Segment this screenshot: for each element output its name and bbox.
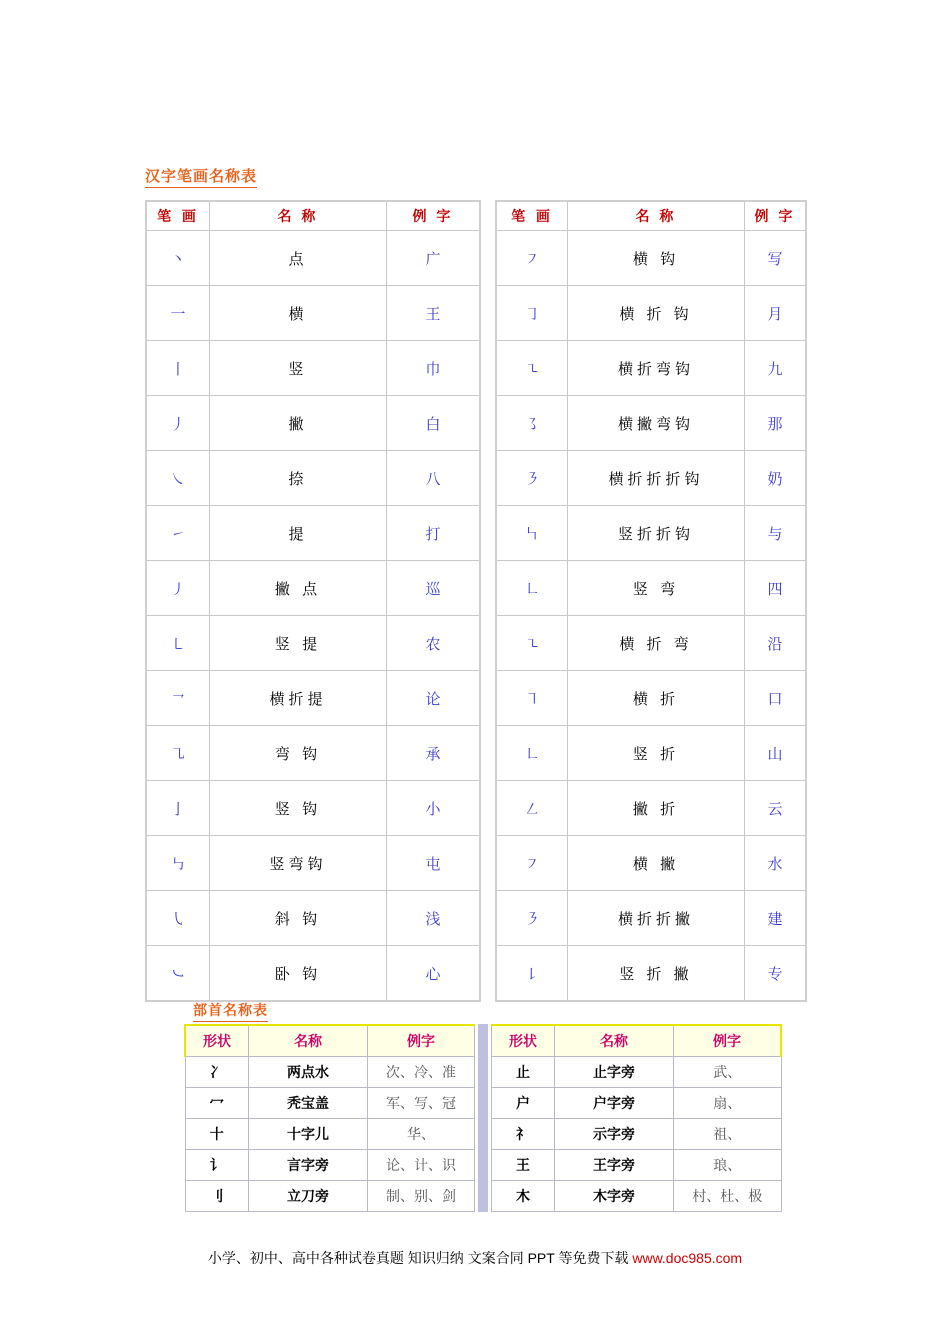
- stroke-shape: 丶: [146, 231, 210, 286]
- radical-example: 军、写、冠: [368, 1088, 475, 1119]
- stroke-example: 巡: [387, 561, 481, 616]
- stroke-example: 写: [745, 231, 807, 286]
- table-row: [496, 781, 806, 836]
- stroke-name: 竖 弯: [568, 561, 745, 616]
- stroke-shape: 一: [146, 286, 210, 341]
- stroke-example: 那: [745, 396, 807, 451]
- table-row: [146, 451, 480, 506]
- radical-example: 村、杜、极: [674, 1181, 782, 1212]
- table-row: [185, 1181, 475, 1212]
- header-name: 名称: [555, 1025, 674, 1057]
- page-title-stroke-table: 汉字笔画名称表: [145, 165, 257, 188]
- stroke-example: 月: [745, 286, 807, 341]
- radical-example: 祖、: [674, 1119, 782, 1150]
- stroke-example: 农: [387, 616, 481, 671]
- table-row: [185, 1150, 475, 1181]
- table-row: [496, 506, 806, 561]
- stroke-shape: ㇂: [146, 891, 210, 946]
- radical-shape: 冫: [185, 1057, 249, 1088]
- stroke-shape: ㇋: [496, 891, 568, 946]
- table-row: [496, 286, 806, 341]
- radical-name: 止字旁: [555, 1057, 674, 1088]
- table-row: [146, 836, 480, 891]
- footer-text: 小学、初中、高中各种试卷真题 知识归纳 文案合同 PPT 等免费下载: [207, 1250, 629, 1266]
- table-row: [496, 671, 806, 726]
- table-row: [496, 451, 806, 506]
- table-row: [496, 891, 806, 946]
- radical-table-right: [491, 1024, 782, 1212]
- stroke-name: 竖 折: [568, 726, 745, 781]
- stroke-name: 横 折 钩: [568, 286, 745, 341]
- radical-shape: 王: [492, 1150, 555, 1181]
- stroke-shape: ㇆: [496, 286, 568, 341]
- table-divider: [478, 1024, 488, 1212]
- header-name: 名 称: [210, 201, 387, 231]
- stroke-table-right: [495, 200, 807, 1002]
- stroke-name: 点: [210, 231, 387, 286]
- table-row: [185, 1119, 475, 1150]
- radical-shape: 木: [492, 1181, 555, 1212]
- radical-name: 言字旁: [249, 1150, 368, 1181]
- table-row: [496, 396, 806, 451]
- stroke-shape: ㇖: [146, 671, 210, 726]
- stroke-name: 横折提: [210, 671, 387, 726]
- stroke-example: 建: [745, 891, 807, 946]
- stroke-shape: ㇃: [146, 946, 210, 1002]
- radical-name: 王字旁: [555, 1150, 674, 1181]
- header-shape: 形状: [185, 1025, 249, 1057]
- stroke-shape: ㇀: [146, 506, 210, 561]
- footer-url[interactable]: www.doc985.com: [632, 1250, 743, 1266]
- stroke-example: 奶: [745, 451, 807, 506]
- stroke-tables-container: [145, 200, 807, 1002]
- stroke-shape: ㇙: [496, 946, 568, 1002]
- table-row: [146, 726, 480, 781]
- stroke-example: 水: [745, 836, 807, 891]
- radical-name: 立刀旁: [249, 1181, 368, 1212]
- radical-example: 华、: [368, 1119, 475, 1150]
- stroke-name: 卧 钩: [210, 946, 387, 1002]
- header-shape: 笔 画: [496, 201, 568, 231]
- table-header-row: [185, 1025, 475, 1057]
- table-row: [146, 616, 480, 671]
- stroke-shape: 丿: [146, 396, 210, 451]
- table-row: [492, 1181, 782, 1212]
- stroke-name: 横 撇: [568, 836, 745, 891]
- stroke-example: 专: [745, 946, 807, 1002]
- stroke-example: 广: [387, 231, 481, 286]
- table-row: [496, 341, 806, 396]
- stroke-shape: ㇞: [496, 506, 568, 561]
- table-row: [146, 561, 480, 616]
- stroke-example: 沿: [745, 616, 807, 671]
- radical-example: 制、别、剑: [368, 1181, 475, 1212]
- stroke-name: 斜 钩: [210, 891, 387, 946]
- radical-name: 木字旁: [555, 1181, 674, 1212]
- table-row: [185, 1057, 475, 1088]
- table-row: [146, 396, 480, 451]
- stroke-name: 横折弯钩: [568, 341, 745, 396]
- stroke-name: 竖: [210, 341, 387, 396]
- page-title-radical-table: 部首名称表: [193, 1000, 268, 1022]
- radical-name: 户字旁: [555, 1088, 674, 1119]
- stroke-example: 承: [387, 726, 481, 781]
- radical-example: 论、计、识: [368, 1150, 475, 1181]
- stroke-example: 四: [745, 561, 807, 616]
- header-example: 例 字: [745, 201, 807, 231]
- stroke-name: 提: [210, 506, 387, 561]
- table-row: [492, 1088, 782, 1119]
- stroke-name: 弯 钩: [210, 726, 387, 781]
- stroke-shape: ㇓: [146, 561, 210, 616]
- table-row: [492, 1057, 782, 1088]
- radical-shape: 礻: [492, 1119, 555, 1150]
- stroke-example: 巾: [387, 341, 481, 396]
- radical-name: 示字旁: [555, 1119, 674, 1150]
- radical-example: 扇、: [674, 1088, 782, 1119]
- stroke-example: 论: [387, 671, 481, 726]
- radical-name: 秃宝盖: [249, 1088, 368, 1119]
- stroke-shape: ㇇: [496, 836, 568, 891]
- table-row: [146, 781, 480, 836]
- stroke-name: 横 折: [568, 671, 745, 726]
- stroke-shape: ㇍: [496, 341, 568, 396]
- table-row: [496, 726, 806, 781]
- table-row: [496, 836, 806, 891]
- table-row: [146, 231, 480, 286]
- stroke-shape: ㇇: [496, 231, 568, 286]
- stroke-shape: ㇈: [146, 726, 210, 781]
- stroke-shape: ㇜: [496, 781, 568, 836]
- stroke-name: 撇 点: [210, 561, 387, 616]
- radical-shape: 户: [492, 1088, 555, 1119]
- table-row: [146, 891, 480, 946]
- radical-table-left: [184, 1024, 475, 1212]
- stroke-shape: ㇏: [146, 451, 210, 506]
- stroke-table-left: [145, 200, 481, 1002]
- radical-tables-container: [184, 1024, 782, 1212]
- stroke-name: 横: [210, 286, 387, 341]
- stroke-example: 心: [387, 946, 481, 1002]
- table-row: [146, 671, 480, 726]
- radical-example: 武、: [674, 1057, 782, 1088]
- stroke-example: 八: [387, 451, 481, 506]
- stroke-name: 撇 折: [568, 781, 745, 836]
- stroke-name: 竖 提: [210, 616, 387, 671]
- radical-shape: 止: [492, 1057, 555, 1088]
- header-name: 名 称: [568, 201, 745, 231]
- header-example: 例 字: [387, 201, 481, 231]
- stroke-name: 撇: [210, 396, 387, 451]
- stroke-shape: 亅: [146, 781, 210, 836]
- stroke-shape: ㇄: [146, 616, 210, 671]
- stroke-name: 捺: [210, 451, 387, 506]
- table-row: [496, 946, 806, 1002]
- header-shape: 笔 画: [146, 201, 210, 231]
- stroke-example: 云: [745, 781, 807, 836]
- stroke-shape: ㇍: [496, 616, 568, 671]
- table-row: [496, 231, 806, 286]
- table-row: [146, 946, 480, 1002]
- radical-example: 次、冷、准: [368, 1057, 475, 1088]
- stroke-shape: ㇌: [496, 396, 568, 451]
- radical-shape: 冖: [185, 1088, 249, 1119]
- radical-name: 两点水: [249, 1057, 368, 1088]
- stroke-name: 竖弯钩: [210, 836, 387, 891]
- table-row: [185, 1088, 475, 1119]
- radical-shape: 刂: [185, 1181, 249, 1212]
- radical-shape: 讠: [185, 1150, 249, 1181]
- table-row: [146, 341, 480, 396]
- stroke-example: 九: [745, 341, 807, 396]
- stroke-shape: 丨: [146, 341, 210, 396]
- stroke-example: 打: [387, 506, 481, 561]
- table-row: [492, 1119, 782, 1150]
- stroke-shape: ㇗: [496, 726, 568, 781]
- stroke-example: 浅: [387, 891, 481, 946]
- header-example: 例字: [368, 1025, 475, 1057]
- radical-shape: 十: [185, 1119, 249, 1150]
- stroke-name: 竖 折 撇: [568, 946, 745, 1002]
- stroke-name: 横 折 弯: [568, 616, 745, 671]
- stroke-example: 口: [745, 671, 807, 726]
- radical-name: 十字儿: [249, 1119, 368, 1150]
- stroke-shape: ㇉: [146, 836, 210, 891]
- radical-example: 琅、: [674, 1150, 782, 1181]
- stroke-example: 与: [745, 506, 807, 561]
- table-row: [496, 561, 806, 616]
- header-shape: 形状: [492, 1025, 555, 1057]
- stroke-name: 横折折撇: [568, 891, 745, 946]
- stroke-example: 山: [745, 726, 807, 781]
- header-name: 名称: [249, 1025, 368, 1057]
- stroke-shape: ㇗: [496, 561, 568, 616]
- stroke-shape: ㇕: [496, 671, 568, 726]
- table-header-row: [492, 1025, 782, 1057]
- stroke-example: 白: [387, 396, 481, 451]
- table-row: [146, 286, 480, 341]
- stroke-example: 王: [387, 286, 481, 341]
- stroke-example: 屯: [387, 836, 481, 891]
- stroke-name: 横折折折钩: [568, 451, 745, 506]
- stroke-name: 横撇弯钩: [568, 396, 745, 451]
- stroke-name: 竖折折钩: [568, 506, 745, 561]
- table-header-row: [496, 201, 806, 231]
- table-row: [146, 506, 480, 561]
- stroke-shape: ㇋: [496, 451, 568, 506]
- table-header-row: [146, 201, 480, 231]
- table-row: [496, 616, 806, 671]
- page-footer: [0, 1248, 950, 1268]
- stroke-name: 竖 钩: [210, 781, 387, 836]
- table-row: [492, 1150, 782, 1181]
- header-example: 例字: [674, 1025, 782, 1057]
- stroke-example: 小: [387, 781, 481, 836]
- stroke-name: 横 钩: [568, 231, 745, 286]
